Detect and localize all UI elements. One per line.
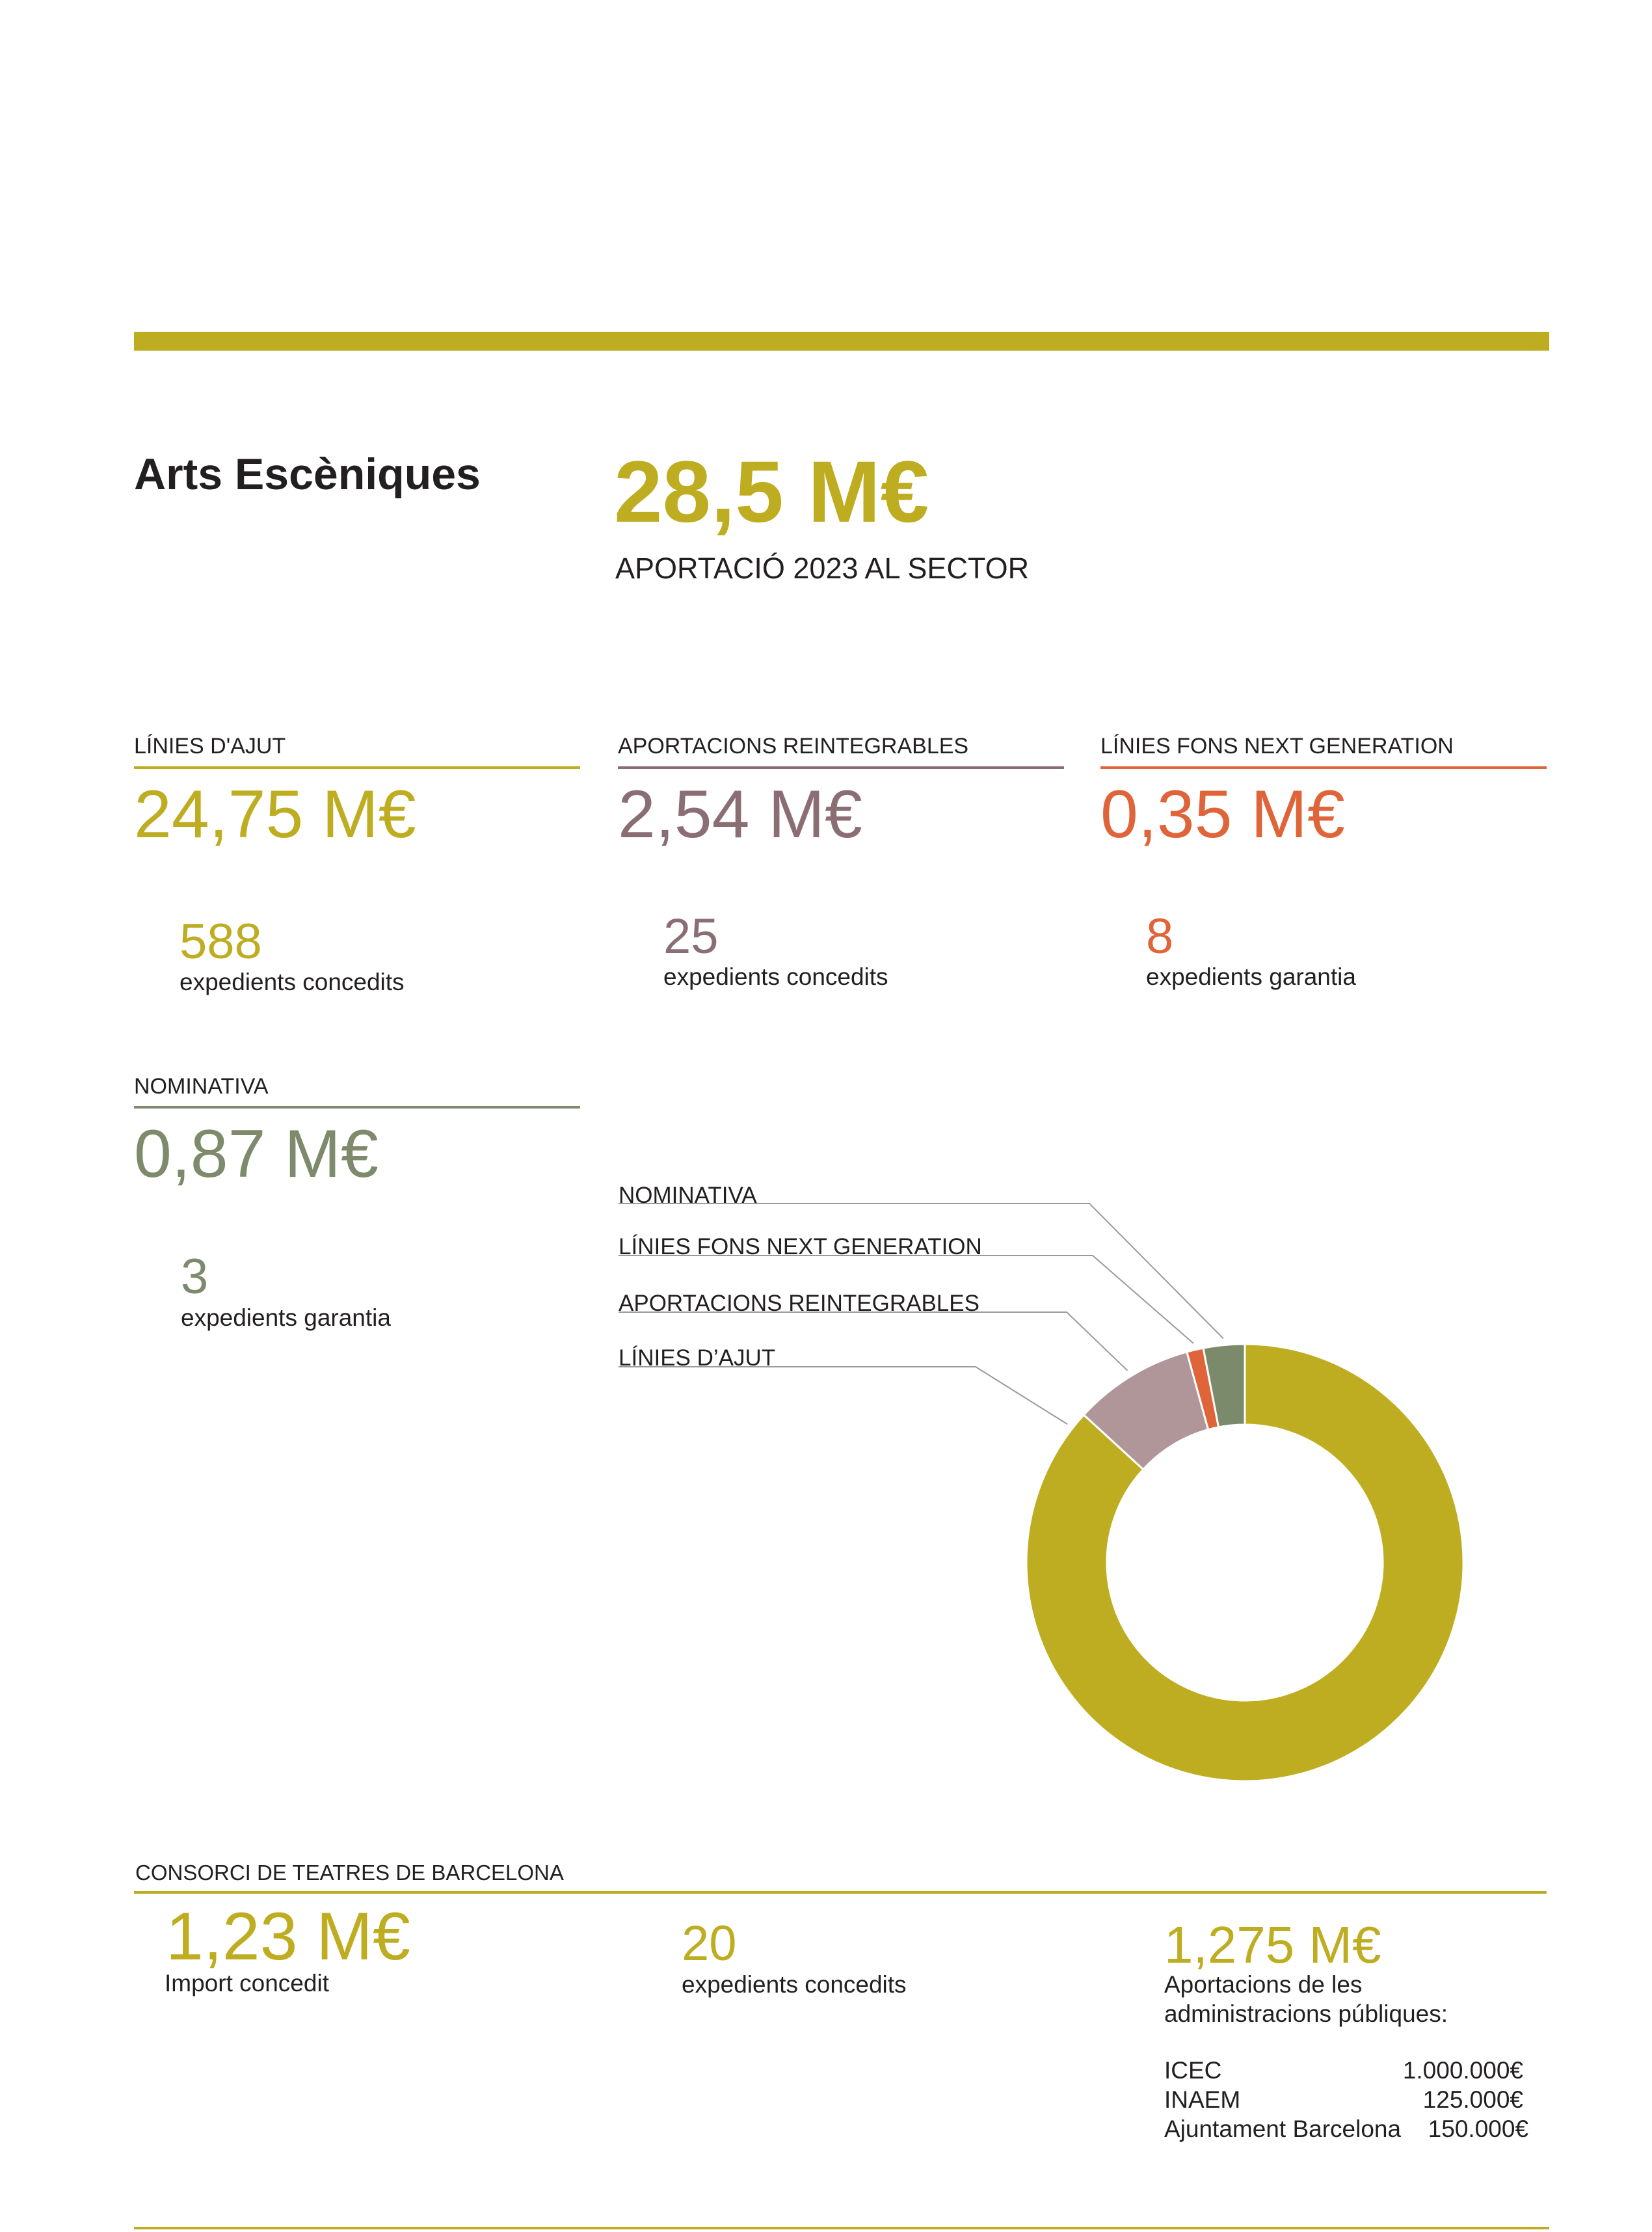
category-label-aportacions: APORTACIONS REINTEGRABLES (618, 734, 969, 759)
category-count-label-next-generation: expedients garantia (1146, 963, 1356, 990)
consorci-aport-label-2: administracions públiques: (1164, 2000, 1448, 2027)
consorci-count: 20 (682, 1916, 737, 1971)
category-label-nominativa: NOMINATIVA (134, 1074, 269, 1099)
category-count-label-aportacions: expedients concedits (663, 963, 888, 990)
consorci-row-amount: 1.000.000€ (1402, 2057, 1523, 2084)
legend-label-nominativa: NOMINATIVA (619, 1183, 757, 1208)
legend-label-linies-ajut: LÍNIES D’AJUT (619, 1345, 776, 1371)
consorci-row-amount: 125.000€ (1422, 2086, 1523, 2113)
consorci-count-label: expedients concedits (682, 1971, 907, 1998)
consorci-row-amount: 150.000€ (1428, 2116, 1528, 2142)
category-label-next-generation: LÍNIES FONS NEXT GENERATION (1100, 734, 1454, 759)
consorci-row-name: Ajuntament Barcelona (1164, 2116, 1402, 2142)
total-value: 28,5 M€ (614, 444, 929, 541)
page-title: Arts Escèniques (134, 450, 481, 499)
leader-line-linies-ajut (619, 1367, 1067, 1424)
category-count-label-nominativa: expedients garantia (181, 1304, 391, 1331)
consorci-aport-value: 1,275 M€ (1164, 1916, 1381, 1974)
bottom-accent-bar (134, 2227, 1549, 2229)
consorci-aport-label-1: Aportacions de les (1164, 1971, 1363, 1998)
category-count-nominativa: 3 (181, 1249, 209, 1304)
category-value-aportacions: 2,54 M€ (618, 777, 862, 852)
category-count-aportacions: 25 (663, 909, 719, 964)
legend-label-next-generation: LÍNIES FONS NEXT GENERATION (619, 1234, 982, 1259)
category-value-next-generation: 0,35 M€ (1100, 777, 1345, 852)
category-value-nominativa: 0,87 M€ (134, 1116, 379, 1192)
category-value-linies-ajut: 24,75 M€ (134, 777, 416, 852)
consorci-row-name: ICEC (1164, 2057, 1222, 2084)
category-label-linies-ajut: LÍNIES D'AJUT (134, 734, 286, 759)
category-count-linies-ajut: 588 (180, 914, 262, 969)
leader-line-nominativa (619, 1203, 1223, 1339)
consorci-rule (134, 1891, 1547, 1894)
consorci-label: CONSORCI DE TEATRES DE BARCELONA (135, 1861, 564, 1885)
category-count-next-generation: 8 (1146, 909, 1174, 964)
category-count-label-linies-ajut: expedients concedits (180, 969, 405, 995)
total-label: APORTACIÓ 2023 AL SECTOR (615, 552, 1030, 585)
consorci-row-name: INAEM (1164, 2086, 1241, 2113)
consorci-import-label: Import concedit (165, 1970, 329, 1997)
legend-label-aportacions: APORTACIONS REINTEGRABLES (619, 1291, 979, 1316)
consorci-import-value: 1,23 M€ (166, 1899, 410, 1974)
